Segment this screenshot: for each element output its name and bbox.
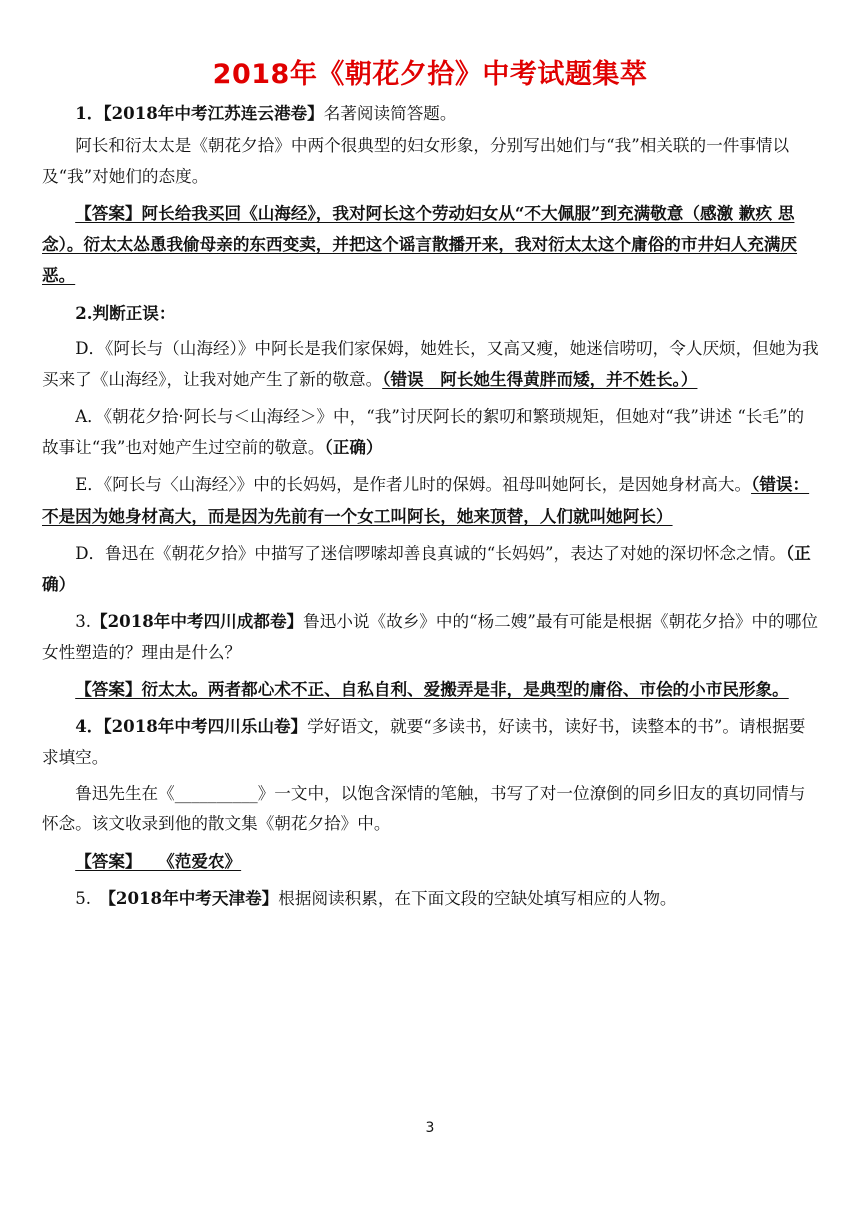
q2-item — [42, 538, 820, 601]
q4-source: 【2018年中考四川乐山卷】 — [103, 716, 308, 737]
q1-answer — [42, 198, 820, 292]
q1-body: 阿长和衍太太是《朝花夕拾》中两个很典型的妇女形象，分别写出她们与“我”相关联的一件事情以及“我”对她们的态度。 — [42, 136, 790, 186]
q4-number: 4． — [75, 716, 104, 737]
q5-source: 【2018年中考天津卷】 — [107, 887, 279, 908]
q2-heading: 2.判断正误： — [75, 302, 176, 323]
q5-number: 5. — [75, 888, 108, 908]
question-4 — [42, 711, 820, 773]
q2-item-text: E．《阿长与〈山海经〉》中的长妈妈，是作者儿时的保姆。祖母叫她阿长，是因她身材高大。 — [75, 475, 752, 495]
question-1 — [42, 98, 820, 129]
q4-answer-text: 【答案】 《范爱农》 — [75, 850, 242, 871]
q2-item-verdict: （错误 阿长她生得黄胖而矮，并不姓长。） — [382, 369, 698, 390]
q2-item — [42, 334, 820, 396]
q2-item-verdict: （正确） — [324, 436, 383, 457]
document-body — [42, 98, 820, 920]
q3-source: 【2018年中考四川成都卷】 — [91, 611, 304, 632]
page-title: 2018年《朝花夕拾》中考试题集萃 — [212, 59, 648, 90]
q2-item-verdict: （错误：不是因为她身材高大，而是因为先前有一个女工叫阿长，她来顶替，人们就叫她阿长） — [42, 474, 810, 526]
q1-source: 【2018年中考江苏连云港卷】 — [103, 103, 324, 123]
q4-body: 鲁迅先生在《__________》一文中，以饱含深情的笔触，书写了对一位潦倒的同乡旧友的真切同情与怀念。该文收录到他的散文集《朝花夕拾》中。 — [42, 783, 806, 834]
q3-text: 鲁迅小说《故乡》中的“杨二嫂”最有可能是根据《朝花夕拾》中的哪位女性塑造的？理由是什么？ — [42, 612, 818, 662]
q2-item — [42, 402, 820, 464]
q1-text: 名著阅读简答题。 — [323, 104, 457, 123]
q2-item-text: D．《阿长与（山海经）》中阿长是我们家保姆，她姓长，又高又瘦，她迷信唠叨，令人厌烦，但她为我买来了《山海经》，让我对她产生了新的敬意。 — [42, 339, 819, 390]
q2-item-text: D．鲁迅在《朝花夕拾》中描写了迷信啰嗦却善良真诚的“长妈妈”，表达了对她的深切怀念之情。 — [75, 543, 786, 563]
q3-number: 3. — [75, 612, 92, 632]
q4-answer — [42, 846, 820, 877]
q5-text: 根据阅读积累，在下面文段的空缺处填写相应的人物。 — [278, 888, 677, 908]
q4-text: 学好语文，就要“多读书，好读书，读好书，读整本的书”。请根据要求填空。 — [42, 717, 806, 767]
q3-answer-text: 【答案】衍太太。两者都心术不正、自私自利、爱搬弄是非，是典型的庸俗、市侩的小市民形象。 — [75, 679, 789, 700]
question-5 — [42, 883, 820, 914]
q2-item-text: A．《朝花夕拾·阿长与＜山海经＞》中，“我”讨厌阿长的絮叨和繁琐规矩，但她对“我”讲述 “长毛”的故事让“我”也对她产生过空前的敬意。 — [42, 406, 805, 457]
page-number: 3 — [425, 1120, 435, 1136]
question-3 — [42, 606, 820, 668]
q1-answer-text: 【答案】阿长给我买回《山海经》，我对阿长这个劳动妇女从“不大佩服”到充满敬意（感激 歉疚 思念）。衍太太怂恿我偷母亲的东西变卖，并把这个谣言散播开来，我对衍太太这个庸俗的市井妇人充满厌恶。 — [42, 202, 798, 286]
q2-item — [42, 469, 820, 532]
q1-number: 1． — [75, 103, 104, 123]
q3-answer — [42, 674, 820, 705]
q2-item-verdict: （正确） — [42, 542, 811, 595]
